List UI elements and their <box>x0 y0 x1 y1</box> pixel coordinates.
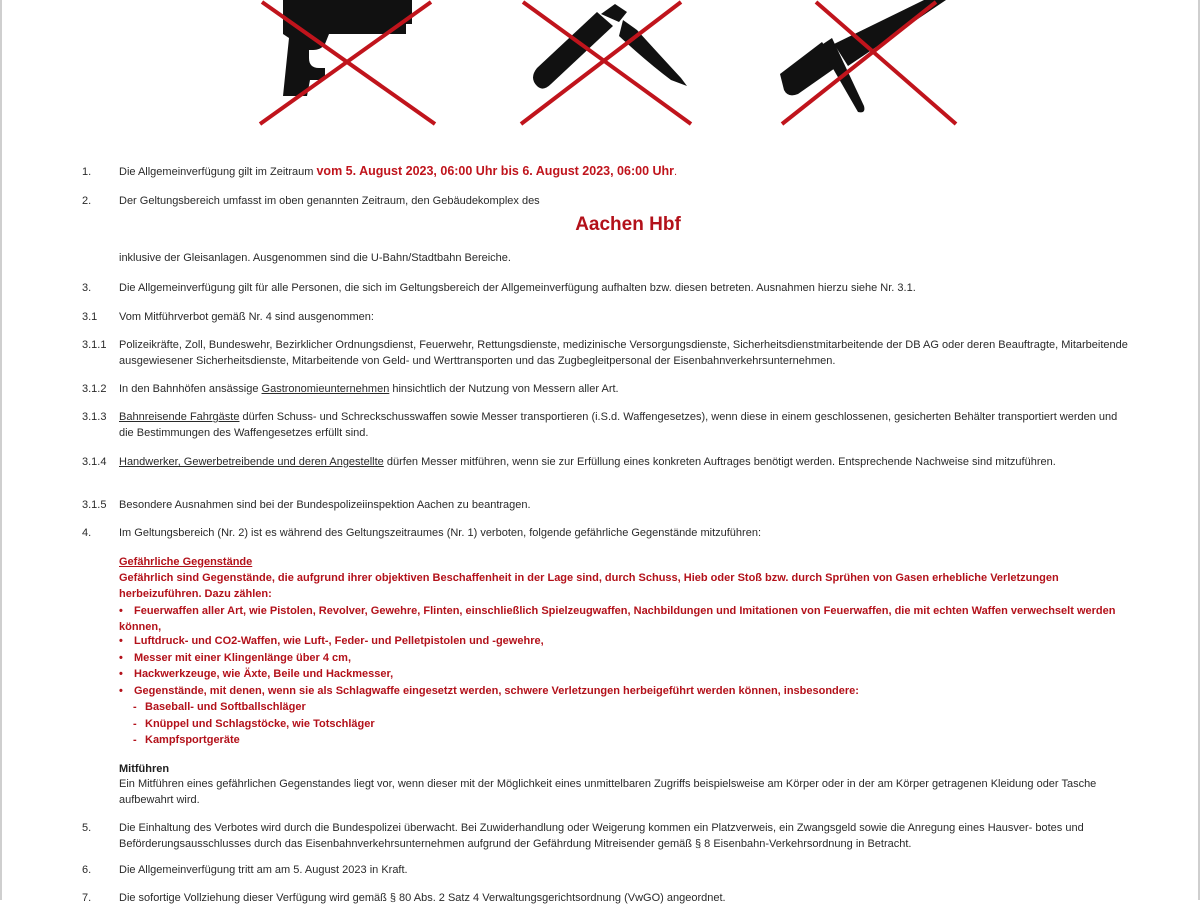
bullet-glyph: • <box>119 685 123 697</box>
item-number: 3.1 <box>82 311 98 323</box>
item-number: 6. <box>82 864 92 876</box>
dangerous-subitem <box>133 699 306 715</box>
item-3-1-2 <box>119 381 1129 397</box>
dangerous-item <box>119 683 1129 699</box>
item-3-1-2-underlined: Gastronomieunternehmen <box>261 383 390 395</box>
dangerous-subitem-text: Baseball- und Softballschläger <box>145 701 306 713</box>
item-2-text-continued: inklusive der Gleisanlagen. Ausgenommen sind die U-Bahn/Stadtbahn Bereiche. <box>119 252 511 264</box>
item-3-1-2-text-b: hinsichtlich der Nutzung von Messern aller Art. <box>392 383 619 395</box>
item-2-text: Der Geltungsbereich umfasst im oben genannten Zeitraum, den Gebäudekomplex des <box>119 195 540 207</box>
item-number: 4. <box>82 527 92 539</box>
item-6-text: Die Allgemeinverfügung tritt am am 5. August 2023 in Kraft. <box>119 864 408 876</box>
dangerous-item <box>119 603 1129 636</box>
dangerous-item-text: Messer mit einer Klingenlänge über 4 cm, <box>134 652 352 664</box>
item-number: 3.1.4 <box>82 456 107 468</box>
item-3-1-4-underlined: Handwerker, Gewerbetreibende und deren Angestellte <box>119 456 384 468</box>
item-number: 3. <box>82 282 92 294</box>
item-number: 7. <box>82 892 92 904</box>
item-number: 3.1.2 <box>82 383 107 395</box>
dangerous-item <box>119 666 1129 682</box>
carry-text: Ein Mitführen eines gefährlichen Gegenstandes liegt vor, wenn dieser mit der Möglichkeit eines unmittelbaren Zugriffs beispielsweise am Körper oder in der am Körper getragenen Kleidung oder Tasche aufbewahrt wird. <box>119 778 1097 806</box>
dangerous-items-heading: Gefährliche Gegenstände <box>119 556 253 568</box>
dangerous-item-text: Hackwerkzeuge, wie Äxte, Beile und Hackmesser, <box>134 668 394 680</box>
bullet-glyph: • <box>119 652 123 664</box>
item-3-1-3 <box>119 409 1129 441</box>
item-3-1-5-text: Besondere Ausnahmen sind bei der Bundespolizeiinspektion Aachen zu beantragen. <box>119 499 531 511</box>
item-3-1-3-underlined: Bahnreisende Fahrgäste <box>119 411 240 423</box>
item-number: 3.1.3 <box>82 411 107 423</box>
dash-glyph: - <box>133 734 137 746</box>
item-4-text: Im Geltungsbereich (Nr. 2) ist es während des Geltungszeitraumes (Nr. 1) verboten, folgende gefährliche Gegenstände mitzuführen: <box>119 527 762 539</box>
item-number: 5. <box>82 822 92 834</box>
item-number: 2. <box>82 195 92 207</box>
folding-knife-icon <box>515 0 695 128</box>
dangerous-item <box>119 633 1129 649</box>
item-5-text: Die Einhaltung des Verbotes wird durch die Bundespolizei überwacht. Bei Zuwiderhandlung oder Weigerung kommen ein Platzverweis, ein Zwangsgeld sowie die Anregung eines Hausver- botes und Beförderungsausschlusses durch das Eisenbahnverkehrsunternehmen aufgrund der Gefährdung Mitreisender gemäß § 8 Eisenbahn-Verkehrsordnung in Betracht. <box>119 822 1084 850</box>
dangerous-item-text: Gegenstände, mit denen, wenn sie als Schlagwaffe eingesetzt werden, schwere Verletzungen herbeigeführt werden können, insbesondere: <box>134 685 859 697</box>
dangerous-subitem <box>133 732 240 748</box>
dangerous-item-text: Feuerwaffen aller Art, wie Pistolen, Revolver, Gewehre, Flinten, einschließlich Spielzeugwaffen, Nachbildungen und Imitationen von Feuerwaffen, die mit echten Waffen verwechselt werden können, <box>119 605 1116 634</box>
item-3-1-text: Vom Mitführverbot gemäß Nr. 4 sind ausgenommen: <box>119 311 374 323</box>
item-3-1-2-text: In den Bahnhöfen ansässige <box>119 383 259 395</box>
carry-heading: Mitführen <box>119 763 170 775</box>
pistol-icon <box>255 0 440 128</box>
item-3-1-1-text: Polizeikräfte, Zoll, Bundeswehr, Bezirklicher Ordnungsdienst, Feuerwehr, Rettungsdienste, medizinische Versorgungsdienste, Sicherheitsdienstmitarbeitende der DB AG oder deren Beauftragte, Mitarbeitende ausgewiesener Sicherheitsdienste, Mitarbeitende von Geld- und Werttransporten und das Zugbegleitpersonal der Eisenbahnverkehrsunternehmen. <box>119 339 1128 367</box>
dangerous-subitem <box>133 716 375 732</box>
item-1-period: vom 5. August 2023, 06:00 Uhr bis 6. August 2023, 06:00 Uhr <box>316 164 675 178</box>
fixed-blade-knife-icon <box>774 0 959 128</box>
dangerous-subitem-text: Kampfsportgeräte <box>145 734 240 746</box>
bullet-glyph: • <box>119 635 123 647</box>
item-3-text: Die Allgemeinverfügung gilt für alle Personen, die sich im Geltungsbereich der Allgemeinverfügung aufhalten bzw. diesen betreten. Ausnahmen hierzu siehe Nr. 3.1. <box>119 282 916 294</box>
item-7-text: Die sofortige Vollziehung dieser Verfügung wird gemäß § 80 Abs. 2 Satz 4 Verwaltungsgerichtsordnung (VwGO) angeordnet. <box>119 892 726 904</box>
item-number: 3.1.5 <box>82 499 107 511</box>
page-edge-left <box>0 0 2 900</box>
item-3-1-4 <box>119 454 1129 470</box>
dangerous-items-definition: Gefährlich sind Gegenstände, die aufgrund ihrer objektiven Beschaffenheit in der Lage sind, durch Schuss, Hieb oder Stoß bzw. durch Sprühen von Gasen erhebliche Verletzungen herbeizuführen. Dazu zählen: <box>119 572 1059 601</box>
item-number: 1. <box>82 166 92 178</box>
dash-glyph: - <box>133 701 137 713</box>
item-1 <box>119 163 1129 180</box>
station-name: Aachen Hbf <box>575 214 681 235</box>
bullet-glyph: • <box>119 668 123 680</box>
dangerous-item <box>119 650 1129 666</box>
dangerous-item-text: Luftdruck- und CO2-Waffen, wie Luft-, Feder- und Pelletpistolen und -gewehre, <box>134 635 544 647</box>
item-3-1-4-text: dürfen Messer mitführen, wenn sie zur Erfüllung eines konkreten Auftrages benötigt werden. Entsprechende Nachweise sind mitzuführen. <box>386 456 1056 468</box>
prohibited-items-icons <box>0 0 1200 130</box>
item-number: 3.1.1 <box>82 339 107 351</box>
item-1-text: Die Allgemeinverfügung gilt im Zeitraum <box>119 166 314 178</box>
item-3-1-3-text: dürfen Schuss- und Schreckschusswaffen sowie Messer transportieren (i.S.d. Waffengesetzes), wenn diese in einem geschlossenen, gesicherten Behälter transportiert werden und die Bestimmungen des Waffengesetzes erfüllt sind. <box>119 411 1118 439</box>
dash-glyph: - <box>133 718 137 730</box>
item-1-dot: . <box>674 166 678 178</box>
dangerous-subitem-text: Knüppel und Schlagstöcke, wie Totschläger <box>145 718 375 730</box>
bullet-glyph: • <box>119 605 123 617</box>
